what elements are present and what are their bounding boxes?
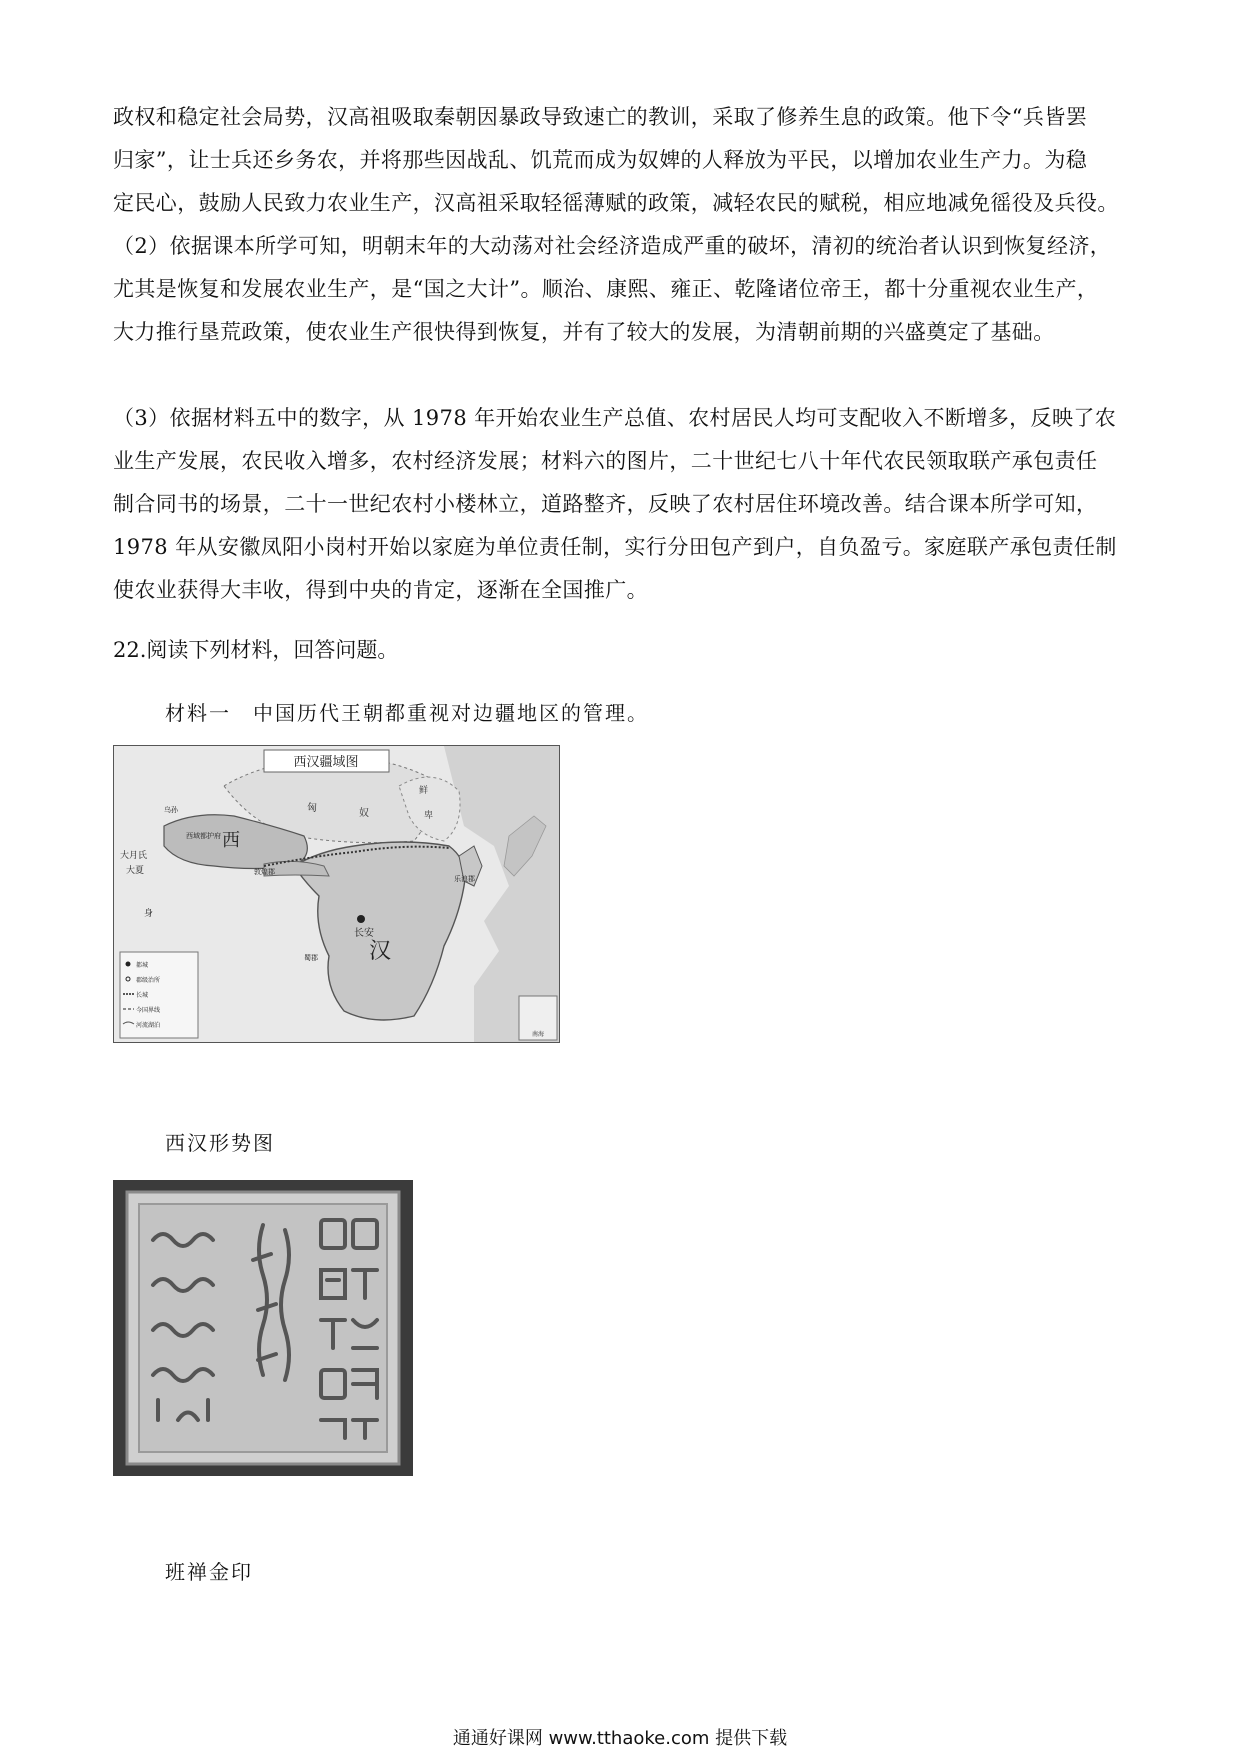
legend-item: 郡级治所 (136, 977, 161, 984)
map-label-changan: 长安 (354, 928, 374, 939)
legend-item: 都城 (136, 962, 149, 969)
map-label-shu: 蜀郡 (304, 954, 318, 962)
legend-item: 河流湖泊 (136, 1022, 161, 1029)
map-label-wusun: 乌孙 (164, 806, 178, 814)
answer-paragraph-3 (113, 397, 1131, 612)
map-label-dunhuang: 敦煌郡 (254, 868, 275, 876)
text-line: 制合同书的场景，二十一世纪农村小楼林立，道路整齐，反映了农村居住环境改善。结合课本所学可知， (113, 492, 1098, 516)
text-line: 政权和稳定社会局势，汉高祖吸取秦朝因暴政导致速亡的教训，采取了修养生息的政策。他下令“兵皆罢 (113, 105, 1088, 129)
map-label-han: 汉 (369, 939, 392, 964)
map-label-shendu: 身 (144, 909, 154, 919)
map-label-xiongnu-1: 匈 (307, 803, 317, 814)
map-label-xi: 西 (222, 830, 240, 851)
panchen-golden-seal-photo (113, 1180, 413, 1476)
map-label-xiongnu-2: 奴 (359, 808, 369, 819)
text-line: （2）依据课本所学可知，明朝末年的大动荡对社会经济造成严重的破坏，清初的统治者认识到恢复经济， (113, 234, 1112, 258)
question-22-heading: 22.阅读下列材料，回答问题。 (113, 638, 399, 662)
text-line: 定民心，鼓励人民致力农业生产，汉高祖采取轻徭薄赋的政策，减轻农民的赋税，相应地减免徭役及兵役。 (113, 191, 1119, 215)
seal-caption: 班禅金印 (165, 1560, 253, 1584)
western-han-map (113, 745, 560, 1043)
answer-paragraph-2 (113, 225, 1131, 354)
legend-item: 今国界线 (136, 1007, 161, 1014)
text-line: 使农业获得大丰收，得到中央的肯定，逐渐在全国推广。 (113, 578, 648, 602)
map-label-dayuezhi: 大月氏 (120, 851, 148, 861)
map-label-lelang: 乐浪郡 (454, 875, 475, 883)
text-line: （3）依据材料五中的数字，从 1978 年开始农业生产总值、农村居民人均可支配收入不断增多，反映了农 (113, 406, 1117, 430)
map-label-xianbei-2: 卑 (424, 811, 434, 821)
text-line: 业生产发展，农民收入增多，农村经济发展；材料六的图片，二十世纪七八十年代农民领取联产承包责任 (113, 449, 1098, 473)
text-line: 大力推行垦荒政策，使农业生产很快得到恢复，并有了较大的发展，为清朝前期的兴盛奠定了基础。 (113, 320, 1055, 344)
map-label-daxia: 大夏 (126, 866, 145, 876)
seal-drawing (113, 1180, 413, 1476)
text-line: 归家”，让士兵还乡务农，并将那些因战乱、饥荒而成为奴婢的人释放为平民，以增加农业生产力。为稳 (113, 148, 1088, 172)
map-drawing (114, 746, 559, 1042)
text-line: 尤其是恢复和发展农业生产，是“国之大计”。顺治、康熙、雍正、乾隆诸位帝王，都十分重视农业生产， (113, 277, 1099, 301)
answer-paragraph-1 (113, 96, 1131, 225)
material-one-text: 材料一 中国历代王朝都重视对边疆地区的管理。 (165, 701, 649, 725)
page-footer: 通通好课网 www.tthaoke.com 提供下载 (452, 1728, 788, 1749)
map-title: 西汉疆域图 (293, 755, 359, 770)
inset-label: 南海 (531, 1031, 545, 1038)
map-caption: 西汉形势图 (165, 1131, 275, 1155)
map-label-xiyu: 西域都护府 (186, 832, 221, 840)
map-label-xianbei-1: 鲜 (419, 786, 429, 796)
text-line: 1978 年从安徽凤阳小岗村开始以家庭为单位责任制，实行分田包产到户，自负盈亏。家庭联产承包责任制 (113, 535, 1117, 559)
capital-marker-icon (357, 915, 365, 923)
legend-item: 长城 (136, 992, 149, 999)
